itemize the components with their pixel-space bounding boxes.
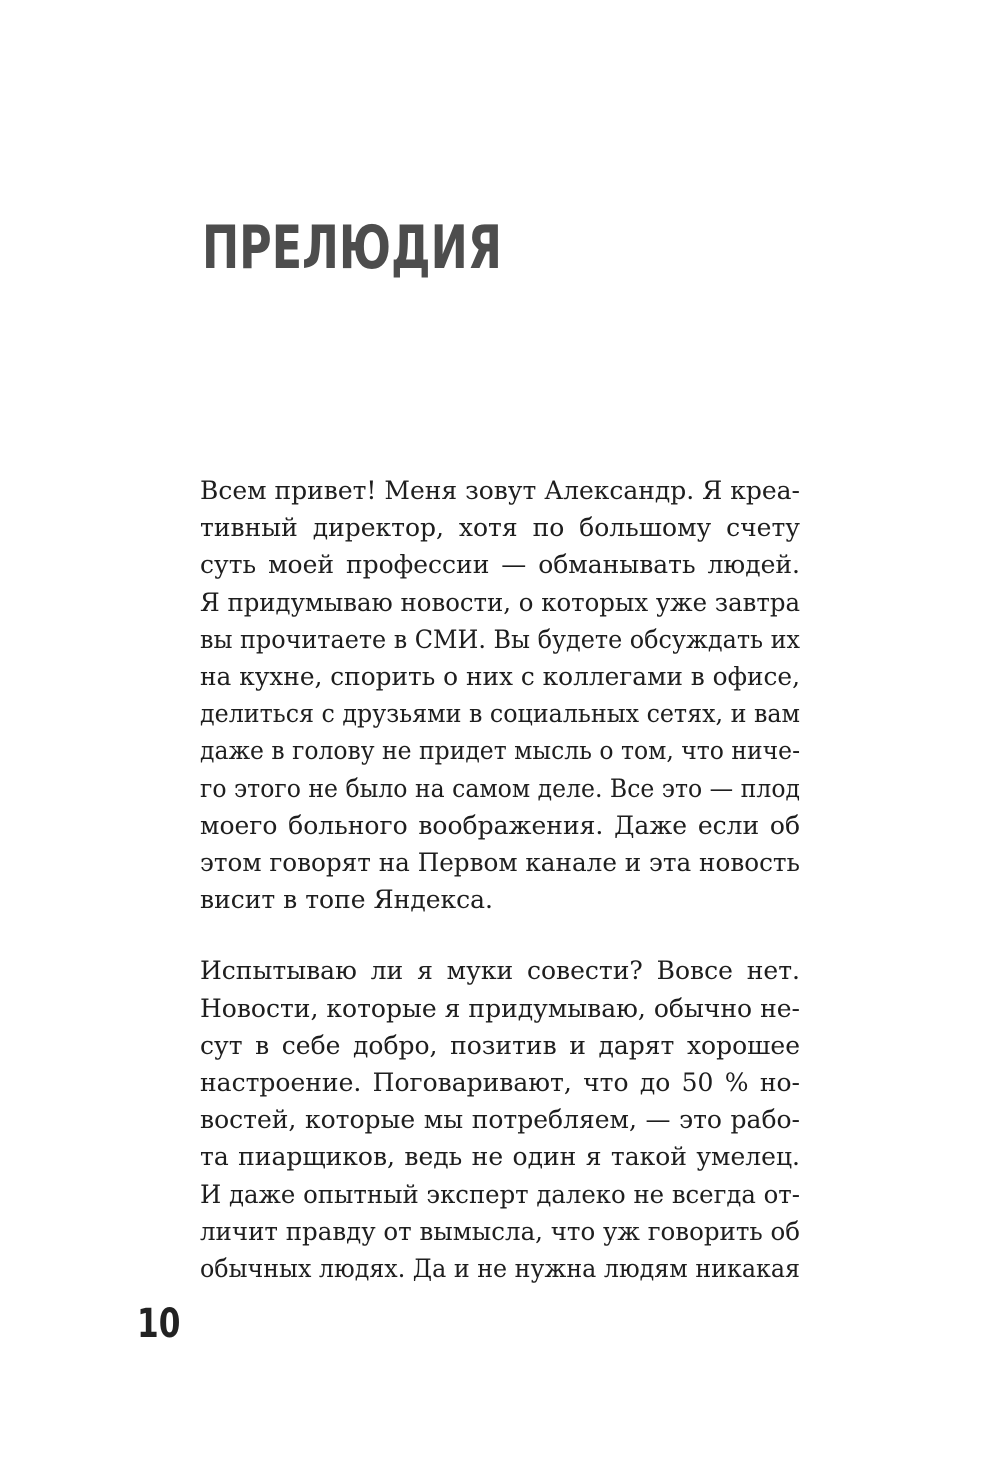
text-line: Новости, которые я придумываю, обычно не- — [200, 993, 800, 1023]
text-line: обычных людях. Да и не нужна людям никакая — [200, 1254, 800, 1284]
text-line: та пиарщиков, ведь не один я такой умелец. — [200, 1142, 800, 1172]
text-line: Я придумываю новости, о которых уже завтра — [200, 587, 800, 617]
chapter-title: ПРЕЛЮДИЯ — [202, 213, 502, 283]
text-line: на кухне, спорить о них с коллегами в офисе, — [200, 662, 800, 692]
text-line: го этого не было на самом деле. Все это — плод — [200, 773, 800, 803]
text-line: вы прочитаете в СМИ. Вы будете обсуждать их — [200, 624, 800, 654]
text-line: Всем привет! Меня зовут Александр. Я креа- — [200, 476, 800, 505]
text-line: тивный директор, хотя по большому счету — [200, 513, 800, 543]
text-line: висит в топе Яндекса. — [200, 885, 494, 915]
page-number: 10 — [137, 1301, 181, 1347]
text-line: Испытываю ли я муки совести? Вовсе нет. — [200, 956, 800, 986]
text-line: моего больного воображения. Даже если об — [200, 810, 800, 840]
text-line: этом говорят на Первом канале и эта новость — [200, 848, 800, 878]
chapter-body — [200, 472, 800, 1287]
text-line: делиться с друзьями в социальных сетях, и вам — [200, 699, 800, 729]
text-line: суть моей профессии — обманывать людей. — [200, 550, 800, 580]
paragraph-1 — [200, 472, 800, 918]
text-line: даже в голову не придет мысль о том, что ниче- — [200, 736, 800, 766]
text-line: настроение. Поговаривают, что до 50 % но- — [200, 1068, 800, 1098]
text-line: личит правду от вымысла, что уж говорить об — [200, 1216, 800, 1246]
paragraph-2 — [200, 952, 800, 1287]
text-line: сут в себе добро, позитив и дарят хорошее — [200, 1030, 800, 1060]
text-line: востей, которые мы потребляем, — это рабо- — [200, 1105, 800, 1135]
text-line: И даже опытный эксперт далеко не всегда от- — [200, 1179, 800, 1209]
